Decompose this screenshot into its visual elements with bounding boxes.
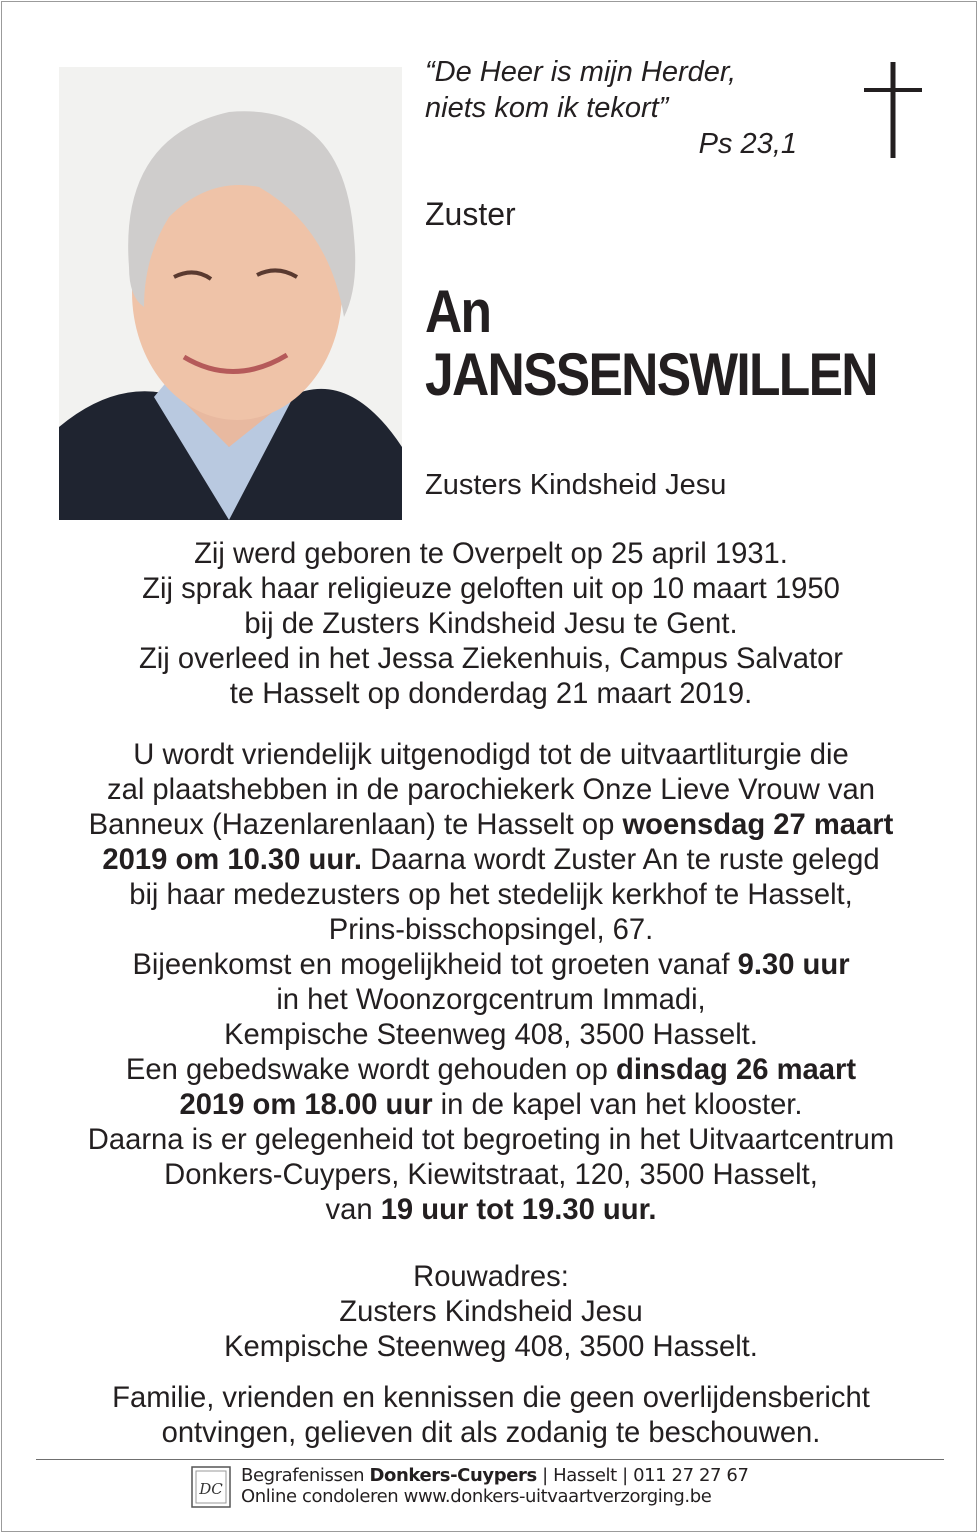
mourning-address [36, 1260, 946, 1365]
ceremony-text: Bijeenkomst en mogelijkheid tot groeten vanaf [132, 949, 738, 981]
address-label: Rouwadres: [413, 1261, 569, 1293]
address-line: Zusters Kindsheid Jesu [339, 1296, 643, 1328]
visitation-time: 19 uur tot 19.30 uur. [380, 1194, 657, 1226]
gathering-time: 9.30 uur [737, 949, 850, 981]
ceremony-text: van [325, 1194, 381, 1226]
quote-line-1: “De Heer is mijn Herder, [425, 56, 737, 88]
ceremony-line: Kempische Steenweg 408, 3500 Hasselt. [224, 1019, 758, 1051]
cross-icon [864, 62, 922, 158]
bio-line: Zij sprak haar religieuze geloften uit op 10 maart 1950 [142, 573, 840, 605]
ceremony-text: Banneux (Hazenlarenlaan) te Hasselt op [88, 809, 623, 841]
religious-order: Zusters Kindsheid Jesu [425, 469, 727, 501]
ceremony-text: in de kapel van het klooster. [432, 1089, 803, 1121]
footer-line-2[interactable]: Online condoleren www.donkers-uitvaartverzorging.be [241, 1486, 712, 1507]
footer-label: Begrafenissen [241, 1465, 370, 1486]
footer-line-1 [241, 1465, 749, 1486]
ceremony-line [36, 948, 946, 983]
quote-line-2: niets kom ik tekort” [425, 92, 669, 124]
bio-line: Zij overleed in het Jessa Ziekenhuis, Campus Salvator [138, 643, 844, 675]
vigil-date: dinsdag 26 maart [616, 1054, 857, 1086]
ceremony-line: bij haar medezusters op het stedelijk kerkhof te Hasselt, [129, 879, 853, 911]
biography [36, 537, 946, 712]
vigil-time: 2019 om 18.00 uur [179, 1089, 433, 1121]
address-line: Kempische Steenweg 408, 3500 Hasselt. [224, 1331, 758, 1363]
bio-line: bij de Zusters Kindsheid Jesu te Gent. [244, 608, 738, 640]
closing-line: Familie, vrienden en kennissen die geen overlijdensbericht [112, 1382, 870, 1414]
ceremony-line: U wordt vriendelijk uitgenodigd tot de uitvaartliturgie die [133, 739, 849, 771]
deceased-title: Zuster [425, 196, 516, 232]
portrait-photo [59, 67, 402, 520]
logo-monogram: DC [199, 1480, 223, 1498]
ceremony-line [36, 1193, 946, 1228]
scripture-quote [425, 54, 825, 162]
ceremony-line [36, 808, 946, 843]
bio-line: Zij werd geboren te Overpelt op 25 april 1931. [194, 538, 788, 570]
ceremony-line [36, 843, 946, 878]
funeral-date: woensdag 27 maart [622, 809, 894, 841]
company-name: Donkers-Cuypers [369, 1465, 537, 1486]
ceremony-line: Daarna is er gelegenheid tot begroeting in het Uitvaartcentrum [87, 1124, 895, 1156]
ceremony-text: Daarna wordt Zuster An te ruste gelegd [362, 844, 880, 876]
closing-line: ontvingen, gelieven dit als zodanig te beschouwen. [161, 1417, 821, 1449]
funeral-home-logo [191, 1466, 231, 1508]
ceremony-details [36, 738, 946, 1228]
ceremony-line [36, 1053, 946, 1088]
ceremony-line: in het Woonzorgcentrum Immadi, [276, 984, 706, 1016]
ceremony-line: Prins-bisschopsingel, 67. [328, 914, 654, 946]
portrait-image [59, 67, 402, 520]
bio-line: te Hasselt op donderdag 21 maart 2019. [229, 678, 753, 710]
footer-divider [36, 1459, 944, 1460]
ceremony-text: Een gebedswake wordt gehouden op [125, 1054, 616, 1086]
ceremony-line: Donkers-Cuypers, Kiewitstraat, 120, 3500 Hasselt, [164, 1159, 818, 1191]
deceased-name [425, 280, 877, 406]
footer-contact: | Hasselt | 011 27 27 67 [536, 1465, 749, 1486]
quote-reference: Ps 23,1 [698, 128, 797, 160]
footer-text [241, 1465, 749, 1507]
last-name: JANSSENSWILLEN [425, 341, 877, 408]
first-name: An [425, 278, 491, 345]
ceremony-line [36, 1088, 946, 1123]
ceremony-line: zal plaatshebben in de parochiekerk Onze Lieve Vrouw van [107, 774, 875, 806]
funeral-time: 2019 om 10.30 uur. [102, 844, 363, 876]
closing-note [36, 1381, 946, 1451]
